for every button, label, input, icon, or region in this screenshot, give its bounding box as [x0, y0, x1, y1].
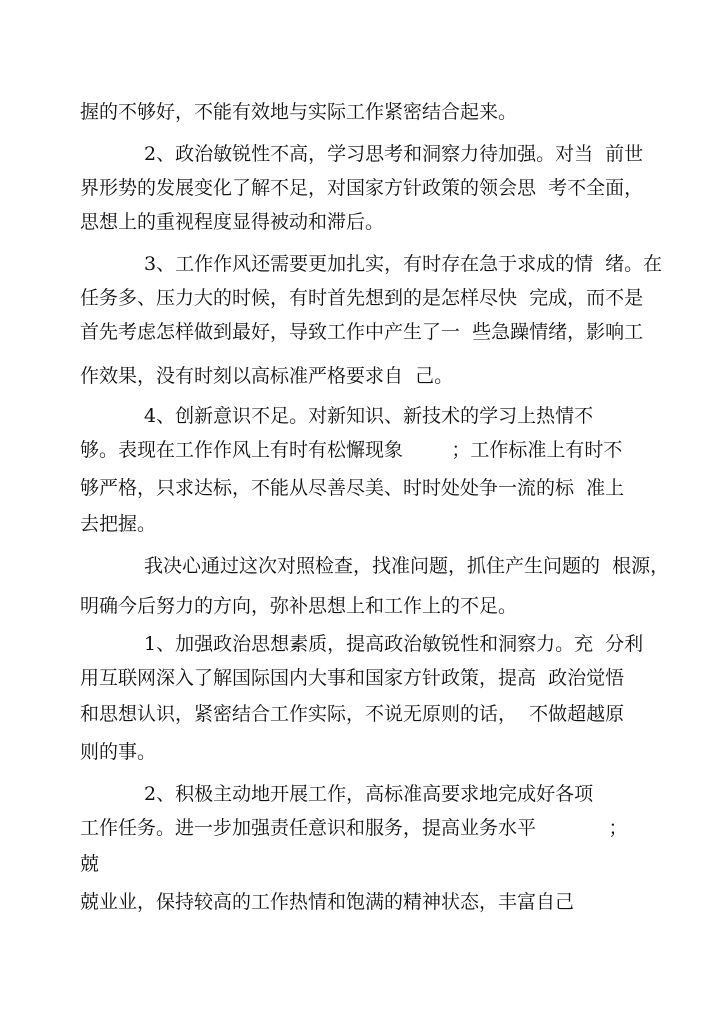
text-line: 握的不够好，不能有效地与实际工作紧密结合起来。 — [80, 101, 518, 123]
text-line: 兢业业，保持较高的工作热情和饱满的精神状态，丰富自己 — [80, 891, 575, 913]
text-line: 兢 — [80, 853, 100, 875]
text-line: 1、加强政治思想素质，提高政治敏锐性和洞察力。充 分利 — [144, 633, 644, 655]
text-line: 明确今后努力的方向，弥补思想上和工作上的不足。 — [80, 595, 518, 617]
text-line: 2、政治敏锐性不高，学习思考和洞察力待加强。对当 前世 — [144, 143, 644, 165]
text-line: 界形势的发展变化了解不足，对国家方针政策的领会思 考不全面， — [80, 177, 644, 199]
text-line: 3、工作作风还需要更加扎实，有时存在急于求成的情 绪。在 — [144, 253, 663, 275]
text-line: 去把握。 — [80, 513, 157, 535]
text-line: 作效果，没有时刻以高标准严格要求自 己。 — [80, 365, 454, 387]
text-line: 4、创新意识不足。对新知识、新技术的学习上热情不 — [144, 405, 594, 427]
text-line: 和思想认识，紧密结合工作实际，不说无原则的话， 不做超越原 — [80, 703, 625, 725]
text-line: 用互联网深入了解国际国内大事和国家方针政策，提高 政治觉悟 — [80, 667, 625, 689]
text-line: 首先考虑怎样做到最好，导致工作中产生了一 些急躁情绪，影响工 — [80, 321, 644, 343]
text-line: 够。表现在工作作风上有时有松懈现象 ；工作标准上有时不 — [80, 439, 623, 461]
text-line: 够严格，只求达标，不能从尽善尽美、时时处处争一流的标 准上 — [80, 477, 625, 499]
text-line: 则的事。 — [80, 741, 157, 763]
text-line: 工作任务。进一步加强责任意识和服务，提高业务水平 ； — [80, 817, 628, 839]
text-line: 任务多、压力大的时候，有时首先想到的是怎样尽快 完成，而不是 — [80, 287, 644, 309]
text-line: 2、积极主动地开展工作，高标准高要求地完成好各项 — [144, 783, 594, 805]
text-line: 我决心通过这次对照检查，找准问题，抓住产生问题的 根源， — [144, 555, 670, 577]
text-line: 思想上的重视程度显得被动和滞后。 — [80, 211, 385, 233]
